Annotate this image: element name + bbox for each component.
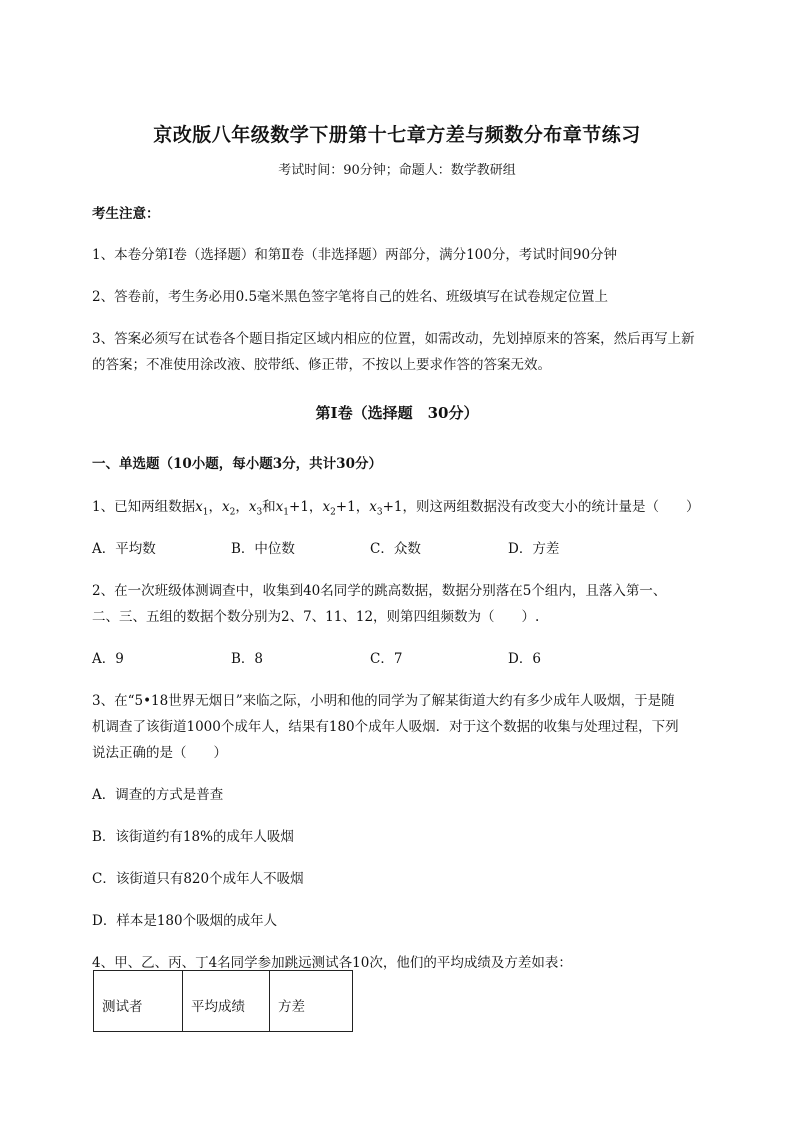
notice-item: 1、本卷分第Ⅰ卷（选择题）和第Ⅱ卷（非选择题）两部分，满分100分，考试时间90分钟 — [92, 247, 618, 263]
table-header-cell: 方差 — [270, 971, 353, 1032]
q1-option-a: A．平均数 — [92, 541, 156, 557]
notice-item: 的答案；不准使用涂改液、胶带纸、修正带，不按以上要求作答的答案无效。 — [92, 357, 551, 373]
table-header-cell: 平均成绩 — [183, 971, 270, 1032]
question-4: 4、甲、乙、丙、丁4名同学参加跳远测试各10次，他们的平均成绩及方差如表： — [92, 955, 572, 971]
q2-option-b: B．8 — [231, 651, 264, 667]
section-title: 第Ⅰ卷（选择题 30分） — [315, 404, 479, 422]
part-heading: 一、单选题（10小题，每小题3分，共计30分） — [92, 456, 382, 472]
notice-item: 3、答案必须写在试卷各个题目指定区域内相应的位置，如需改动，先划掉原来的答案，然后再写上新 — [92, 331, 695, 347]
q3-option-c: C．该街道只有820个成年人不吸烟 — [92, 871, 304, 887]
q1-option-b: B．中位数 — [231, 541, 295, 557]
q3-option-d: D．样本是180个吸烟的成年人 — [92, 913, 278, 929]
page-title: 京改版八年级数学下册第十七章方差与频数分布章节练习 — [153, 124, 641, 146]
exam-info: 考试时间：90分钟；命题人：数学教研组 — [278, 163, 516, 178]
q2-option-a: A．9 — [92, 651, 124, 667]
q1-option-d: D．方差 — [508, 541, 560, 557]
q3-option-b: B．该街道约有18%的成年人吸烟 — [92, 829, 294, 845]
table-header-row — [94, 971, 353, 1032]
question-2-line: 二、三、五组的数据个数分别为2、7、11、12，则第四组频数为（ ）. — [92, 609, 540, 625]
notice-item: 2、答卷前，考生务必用0.5毫米黑色签字笔将自己的姓名、班级填写在试卷规定位置上 — [92, 289, 609, 305]
q1-option-c: C．众数 — [370, 541, 421, 557]
q2-option-c: C．7 — [370, 651, 403, 667]
q3-option-a: A．调查的方式是普查 — [92, 787, 224, 803]
question-3-line: 机调查了该街道1000个成年人，结果有180个成年人吸烟．对于这个数据的收集与处理过程，下列 — [92, 719, 679, 735]
score-table — [93, 970, 353, 1032]
question-2-line: 2、在一次班级体测调查中，收集到40名同学的跳高数据，数据分别落在5个组内，且落入第一、 — [92, 583, 667, 599]
question-3-line: 3、在“5•18世界无烟日”来临之际，小明和他的同学为了解某街道大约有多少成年人吸烟，于是随 — [92, 693, 675, 709]
question-1: 1、已知两组数据$x_1$，$x_2$，$x_3$和$x_1+1$，$x_2+1$，$x_3+1$，则这两组数据没有改变大小的统计量是（ ） — [92, 499, 700, 518]
question-3-line: 说法正确的是（ ） — [92, 745, 227, 761]
table-header-cell: 测试者 — [94, 971, 183, 1032]
q2-option-d: D．6 — [508, 651, 541, 667]
notice-heading: 考生注意： — [92, 206, 160, 222]
